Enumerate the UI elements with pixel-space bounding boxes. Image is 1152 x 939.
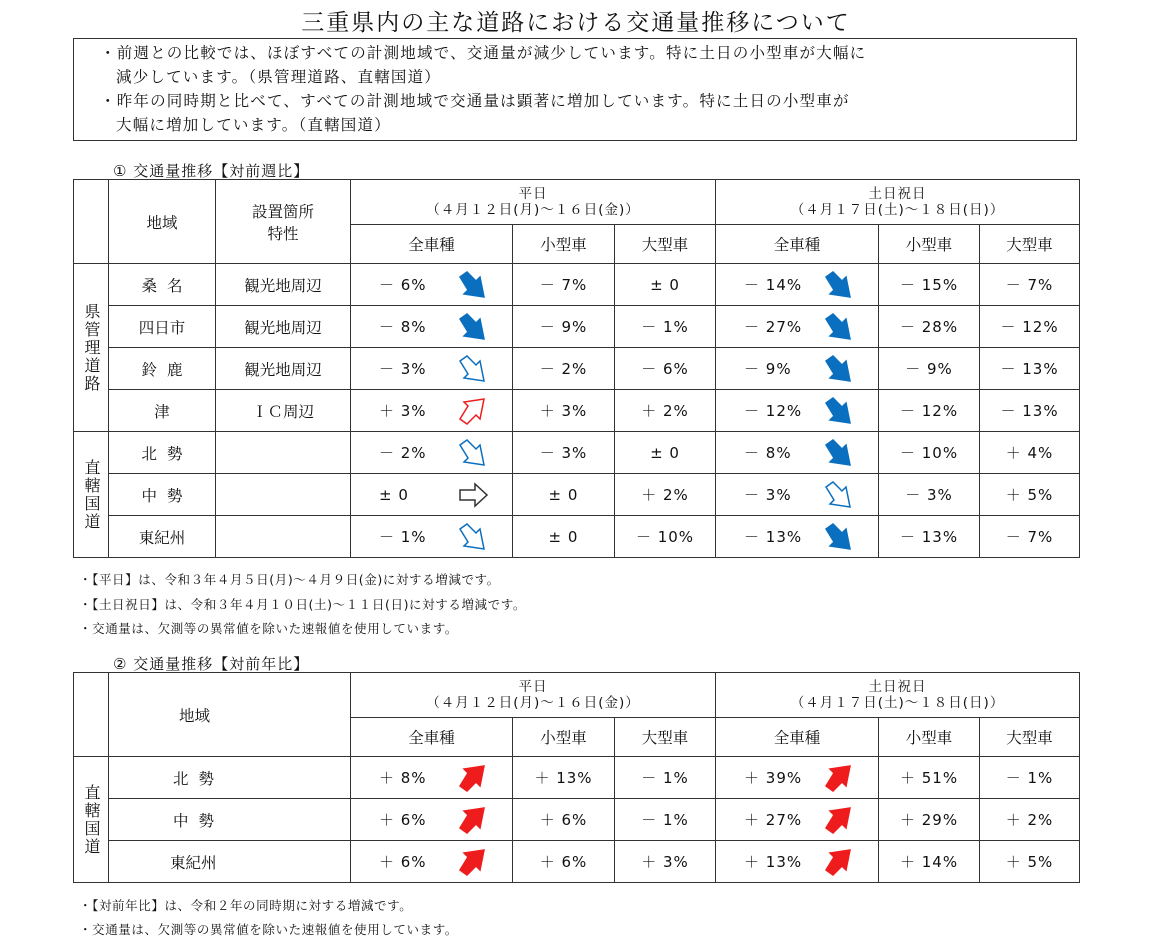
we-large-cell: － 13% (980, 390, 1080, 432)
wd-all-value: ± 0 (379, 485, 409, 504)
wd-all-cell (351, 348, 513, 390)
group-national-label: 直轄国道 (82, 783, 101, 856)
weekend-header (716, 180, 1080, 225)
we-all-cell (716, 390, 879, 432)
wd-small-cell: － 7% (513, 264, 615, 306)
we-all-cell (716, 474, 879, 516)
wd-large-cell: － 1% (615, 757, 716, 799)
wd-all-cell (351, 390, 513, 432)
we-large-cell: ＋ 5% (980, 841, 1080, 883)
arrow-up-right-icon (456, 805, 490, 835)
setting-cell: ＩＣ周辺 (216, 390, 351, 432)
we-all-cell (716, 757, 879, 799)
large-vehicles-header: 大型車 (980, 718, 1080, 757)
summary-line: ・前週との比較では、ほぼすべての計測地域で、交通量が減少しています。特に土日の小型車が大幅に (100, 44, 867, 62)
wd-all-value: － 8% (379, 318, 427, 336)
setting-cell: 観光地周辺 (216, 306, 351, 348)
table-row (74, 348, 1080, 390)
we-all-value: － 12% (744, 402, 803, 420)
setting-cell: 観光地周辺 (216, 348, 351, 390)
small-vehicles-header: 小型車 (513, 225, 615, 264)
weekend-label: 土日祝日 (868, 186, 927, 202)
section-heading-yearly: ② 交通量推移【対前年比】 (113, 655, 310, 673)
small-vehicles-header: 小型車 (879, 225, 980, 264)
we-large-cell: ＋ 5% (980, 474, 1080, 516)
note-line: ・【対前年比】は、令和２年の同時期に対する増減です。 (79, 898, 413, 913)
weekday-period: （４月１２日(月)～１６日(金)） (426, 202, 640, 218)
we-all-value: － 8% (744, 444, 792, 462)
region-cell: 東紀州 (109, 516, 216, 558)
arrow-down-right-icon (822, 438, 856, 468)
we-all-value: － 14% (744, 276, 803, 294)
summary-line: ・昨年の同時期と比べて、すべての計測地域で交通量は顕著に増加しています。特に土日の小型車が (100, 92, 850, 110)
wd-small-cell: － 3% (513, 432, 615, 474)
wd-all-cell (351, 306, 513, 348)
wd-large-cell: － 10% (615, 516, 716, 558)
we-large-cell: － 13% (980, 348, 1080, 390)
table-row (74, 306, 1080, 348)
weekend-period: （４月１７日(土)～１８日(日)） (790, 202, 1005, 218)
arrow-up-right-icon (456, 396, 490, 426)
region-cell: 北勢 (109, 432, 216, 474)
wd-all-value: ＋ 8% (379, 769, 427, 787)
wd-all-cell (351, 799, 513, 841)
we-large-cell: ＋ 2% (980, 799, 1080, 841)
setting-header-line2: 特性 (267, 224, 299, 243)
summary-line: 減少しています。（県管理道路、直轄国道） (116, 68, 442, 86)
we-all-cell (716, 264, 879, 306)
table-row (74, 516, 1080, 558)
we-all-value: ＋ 13% (744, 853, 803, 871)
small-vehicles-header: 小型車 (879, 718, 980, 757)
arrow-right-icon (456, 480, 490, 510)
arrow-down-right-icon (822, 270, 856, 300)
region-cell: 桑名 (109, 264, 216, 306)
arrow-down-right-icon (822, 312, 856, 342)
wd-all-value: － 1% (379, 528, 427, 546)
we-all-value: － 3% (744, 486, 792, 504)
we-large-cell: ＋ 4% (980, 432, 1080, 474)
arrow-up-right-icon (822, 847, 856, 877)
region-cell: 津 (109, 390, 216, 432)
arrow-down-right-icon (456, 312, 490, 342)
group-prefectural-label: 県管理道路 (82, 302, 101, 393)
wd-all-value: ＋ 6% (379, 811, 427, 829)
we-small-cell: ＋ 29% (879, 799, 980, 841)
note-line: ・【土日祝日】は、令和３年４月１０日(土)～１１日(日)に対する増減です。 (79, 597, 526, 612)
weekday-header (351, 673, 716, 718)
we-all-value: ＋ 27% (744, 811, 803, 829)
we-small-cell: － 15% (879, 264, 980, 306)
setting-header (216, 180, 351, 264)
arrow-up-right-icon (822, 763, 856, 793)
setting-cell: 観光地周辺 (216, 264, 351, 306)
setting-cell (216, 474, 351, 516)
region-header: 地域 (109, 673, 351, 757)
setting-cell (216, 432, 351, 474)
we-small-cell: － 9% (879, 348, 980, 390)
weekday-label: 平日 (518, 679, 548, 695)
group-national (74, 757, 109, 883)
summary-box (73, 38, 1077, 141)
note-line: ・【平日】は、令和３年４月５日(月)～４月９日(金)に対する増減です。 (79, 572, 500, 587)
we-large-cell: － 7% (980, 516, 1080, 558)
wd-small-cell: － 2% (513, 348, 615, 390)
we-all-cell (716, 432, 879, 474)
table-row (74, 390, 1080, 432)
arrow-up-right-icon (456, 847, 490, 877)
we-small-cell: － 3% (879, 474, 980, 516)
wd-large-cell: － 6% (615, 348, 716, 390)
wd-all-value: － 6% (379, 276, 427, 294)
wd-large-cell: － 1% (615, 799, 716, 841)
weekday-label: 平日 (518, 186, 548, 202)
wd-large-cell: ＋ 2% (615, 474, 716, 516)
weekend-header (716, 673, 1080, 718)
arrow-down-right-icon (456, 438, 490, 468)
we-all-value: ＋ 39% (744, 769, 803, 787)
we-large-cell: － 1% (980, 757, 1080, 799)
region-cell: 中勢 (109, 474, 216, 516)
region-cell: 四日市 (109, 306, 216, 348)
we-all-cell (716, 799, 879, 841)
page-title: 三重県内の主な道路における交通量推移について (301, 10, 851, 36)
arrow-down-right-icon (822, 522, 856, 552)
wd-all-cell (351, 264, 513, 306)
we-large-cell: － 12% (980, 306, 1080, 348)
arrow-down-right-icon (456, 270, 490, 300)
all-vehicles-header: 全車種 (351, 718, 513, 757)
we-small-cell: ＋ 51% (879, 757, 980, 799)
arrow-up-right-icon (456, 763, 490, 793)
wd-all-value: ＋ 6% (379, 853, 427, 871)
wd-small-cell: ＋ 3% (513, 390, 615, 432)
wd-large-cell: ± 0 (615, 264, 716, 306)
wd-all-value: － 3% (379, 360, 427, 378)
weekend-period: （４月１７日(土)～１８日(日)） (790, 695, 1005, 711)
wd-all-cell (351, 757, 513, 799)
note-line: ・交通量は、欠測等の異常値を除いた速報値を使用しています。 (79, 621, 458, 636)
weekday-header (351, 180, 716, 225)
region-cell: 鈴鹿 (109, 348, 216, 390)
note-line: ・交通量は、欠測等の異常値を除いた速報値を使用しています。 (79, 922, 458, 937)
we-small-cell: － 28% (879, 306, 980, 348)
we-all-cell (716, 841, 879, 883)
wd-small-cell: ± 0 (513, 516, 615, 558)
small-vehicles-header: 小型車 (513, 718, 615, 757)
table-row (74, 264, 1080, 306)
wd-large-cell: ± 0 (615, 432, 716, 474)
large-vehicles-header: 大型車 (615, 225, 716, 264)
wd-all-cell (351, 516, 513, 558)
table-row (74, 841, 1080, 883)
wd-small-cell: ＋ 13% (513, 757, 615, 799)
wd-all-value: ＋ 3% (379, 402, 427, 420)
all-vehicles-header: 全車種 (351, 225, 513, 264)
wd-small-cell: － 9% (513, 306, 615, 348)
we-small-cell: ＋ 14% (879, 841, 980, 883)
large-vehicles-header: 大型車 (980, 225, 1080, 264)
region-cell: 中勢 (109, 799, 351, 841)
yearly-comparison-table (73, 672, 1080, 883)
arrow-down-right-icon (456, 354, 490, 384)
we-large-cell: － 7% (980, 264, 1080, 306)
wd-small-cell: ＋ 6% (513, 799, 615, 841)
wd-small-cell: ＋ 6% (513, 841, 615, 883)
we-small-cell: － 13% (879, 516, 980, 558)
group-national-label: 直轄国道 (82, 458, 101, 531)
arrow-down-right-icon (822, 354, 856, 384)
group-header-blank (74, 180, 109, 264)
region-cell: 東紀州 (109, 841, 351, 883)
we-all-value: － 13% (744, 528, 803, 546)
we-small-cell: － 12% (879, 390, 980, 432)
we-all-cell (716, 348, 879, 390)
all-vehicles-header: 全車種 (716, 718, 879, 757)
arrow-up-right-icon (822, 805, 856, 835)
wd-all-cell (351, 474, 513, 516)
wd-all-value: － 2% (379, 444, 427, 462)
we-all-cell (716, 516, 879, 558)
wd-small-cell: ± 0 (513, 474, 615, 516)
weekday-period: （４月１２日(月)～１６日(金)） (426, 695, 640, 711)
wd-large-cell: － 1% (615, 306, 716, 348)
wd-all-cell (351, 432, 513, 474)
summary-line: 大幅に増加しています。（直轄国道） (116, 116, 391, 134)
we-all-cell (716, 306, 879, 348)
region-header: 地域 (109, 180, 216, 264)
table-row (74, 474, 1080, 516)
table-row (74, 757, 1080, 799)
table-row (74, 799, 1080, 841)
wd-large-cell: ＋ 3% (615, 841, 716, 883)
arrow-down-right-icon (822, 396, 856, 426)
arrow-down-right-icon (822, 480, 856, 510)
weekend-label: 土日祝日 (868, 679, 927, 695)
arrow-down-right-icon (456, 522, 490, 552)
all-vehicles-header: 全車種 (716, 225, 879, 264)
section-heading-weekly: ① 交通量推移【対前週比】 (113, 162, 310, 180)
setting-cell (216, 516, 351, 558)
weekly-comparison-table (73, 179, 1080, 558)
group-national (74, 432, 109, 558)
wd-large-cell: ＋ 2% (615, 390, 716, 432)
table-row (74, 432, 1080, 474)
wd-all-cell (351, 841, 513, 883)
group-prefectural (74, 264, 109, 432)
large-vehicles-header: 大型車 (615, 718, 716, 757)
we-all-value: － 9% (744, 360, 792, 378)
setting-header-line1: 設置箇所 (251, 202, 314, 221)
group-header-blank (74, 673, 109, 757)
region-cell: 北勢 (109, 757, 351, 799)
we-all-value: － 27% (744, 318, 803, 336)
we-small-cell: － 10% (879, 432, 980, 474)
